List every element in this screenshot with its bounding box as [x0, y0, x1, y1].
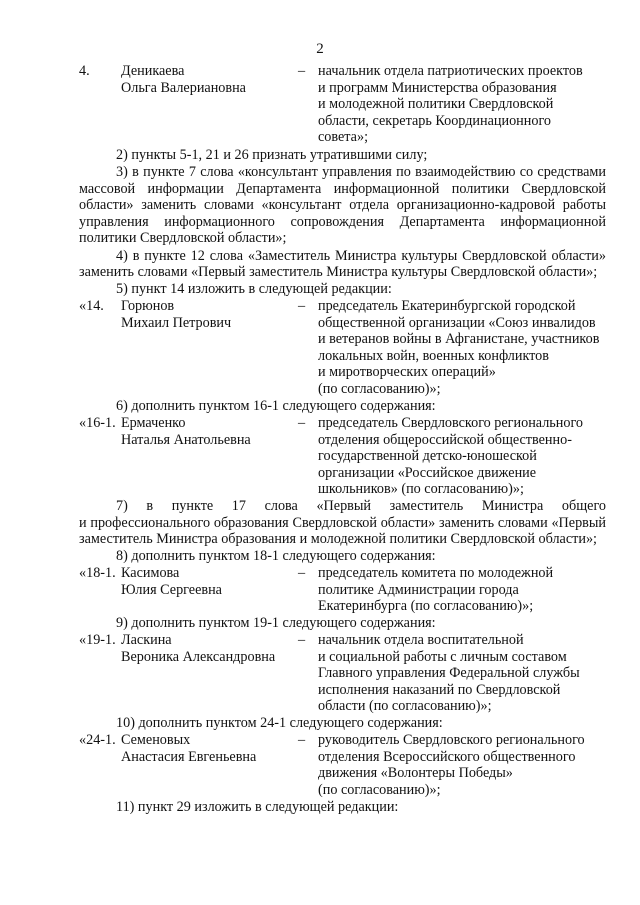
entry-description: и миротворческих операций» — [318, 364, 496, 380]
entry-name: Ласкина — [121, 632, 172, 648]
entry-dash: – — [298, 732, 306, 748]
entry-name: Горюнов — [121, 298, 175, 314]
entry-description: председатель Свердловского регионального — [318, 415, 584, 431]
entry-name: Ермаченко — [121, 415, 186, 431]
entry-name: Семеновых — [121, 732, 191, 748]
entry-name: Михаил Петрович — [121, 315, 232, 331]
entry-number: «18-1. — [79, 565, 116, 581]
entry-name: Юлия Сергеевна — [121, 582, 222, 598]
paragraph: заменить словами «Первый заместитель Министра культуры Свердловской области»; — [79, 264, 598, 280]
entry-dash: – — [298, 565, 306, 581]
entry-description: (по согласованию)»; — [318, 381, 441, 397]
entry-number: «14. — [79, 298, 104, 314]
entry-dash: – — [298, 298, 306, 314]
entry-number: 4. — [79, 63, 90, 79]
paragraph: заместитель Министра образования и молодежной политики Свердловской области»; — [79, 531, 597, 547]
entry-description: и ветеранов войны в Афганистане, участников — [318, 331, 600, 347]
entry-name: Касимова — [121, 565, 180, 581]
paragraph: 8) дополнить пунктом 18-1 следующего содержания: — [116, 548, 436, 564]
entry-number: «24-1. — [79, 732, 116, 748]
paragraph: 10) дополнить пунктом 24-1 следующего содержания: — [116, 715, 443, 731]
entry-number: «16-1. — [79, 415, 116, 431]
paragraph: 6) дополнить пунктом 16-1 следующего содержания: — [116, 398, 436, 414]
entry-description: исполнения наказаний по Свердловской — [318, 682, 561, 698]
entry-description: организации «Российское движение — [318, 465, 537, 481]
entry-name: Анастасия Евгеньевна — [121, 749, 257, 765]
entry-dash: – — [298, 415, 306, 431]
entry-description: общественной организации «Союз инвалидов — [318, 315, 596, 331]
paragraph: 5) пункт 14 изложить в следующей редакции: — [116, 281, 392, 297]
entry-description: Главного управления Федеральной службы — [318, 665, 580, 681]
entry-description: области (по согласованию)»; — [318, 698, 492, 714]
paragraph: 3) в пункте 7 слова «консультант управления по взаимодействию со средствами — [116, 164, 606, 180]
entry-description: отделения Всероссийского общественного — [318, 749, 576, 765]
entry-description: председатель комитета по молодежной — [318, 565, 554, 581]
entry-description: начальник отдела воспитательной — [318, 632, 524, 648]
entry-description: политике Администрации города — [318, 582, 519, 598]
page-number: 2 — [316, 41, 324, 57]
entry-description: школьников» (по согласованию)»; — [318, 481, 524, 497]
entry-description: движения «Волонтеры Победы» — [318, 765, 513, 781]
entry-name: Ольга Валериановна — [121, 80, 246, 96]
paragraph: политики Свердловской области»; — [79, 230, 287, 246]
paragraph: 7) в пункте 17 слова «Первый заместитель Министра общего — [116, 498, 606, 514]
entry-description: и программ Министерства образования — [318, 80, 557, 96]
paragraph: области» заменить словами «консультант отдела организационно-кадровой работы — [79, 197, 606, 213]
entry-number: «19-1. — [79, 632, 116, 648]
paragraph: 9) дополнить пунктом 19-1 следующего содержания: — [116, 615, 436, 631]
entry-description: совета»; — [318, 129, 369, 145]
entry-description: (по согласованию)»; — [318, 782, 441, 798]
paragraph: 2) пункты 5-1, 21 и 26 признать утратившими силу; — [116, 147, 428, 163]
paragraph: 11) пункт 29 изложить в следующей редакции: — [116, 799, 399, 815]
entry-description: Екатеринбурга (по согласованию)»; — [318, 598, 534, 614]
entry-dash: – — [298, 63, 306, 79]
entry-description: и молодежной политики Свердловской — [318, 96, 554, 112]
entry-description: председатель Екатеринбургской городской — [318, 298, 576, 314]
paragraph: массовой информации Департамента информационной политики Свердловской — [79, 181, 606, 197]
entry-name: Деникаева — [121, 63, 185, 79]
entry-description: и социальной работы с личным составом — [318, 649, 567, 665]
paragraph: управления информационного сопровождения Департамента информационной — [79, 214, 606, 230]
entry-description: руководитель Свердловского регионального — [318, 732, 585, 748]
entry-description: области, секретарь Координационного — [318, 113, 552, 129]
entry-dash: – — [298, 632, 306, 648]
entry-description: государственной детско-юношеской — [318, 448, 537, 464]
paragraph: и профессионального образования Свердловской области» заменить словами «Первый — [79, 515, 606, 531]
entry-name: Вероника Александровна — [121, 649, 276, 665]
entry-description: отделения общероссийской общественно- — [318, 432, 572, 448]
paragraph: 4) в пункте 12 слова «Заместитель Министра культуры Свердловской области» — [116, 248, 606, 264]
entry-description: начальник отдела патриотических проектов — [318, 63, 583, 79]
entry-description: локальных войн, военных конфликтов — [318, 348, 549, 364]
entry-name: Наталья Анатольевна — [121, 432, 251, 448]
